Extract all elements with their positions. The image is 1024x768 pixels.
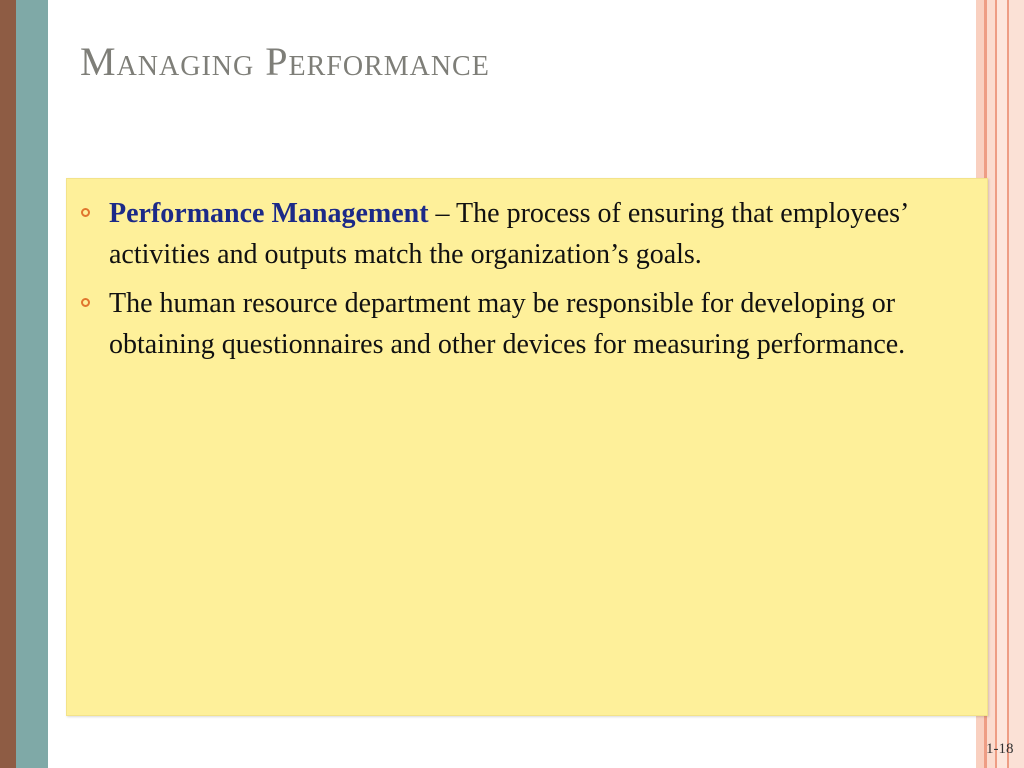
slide-title: Managing Performance	[80, 39, 490, 84]
bullet-circle-icon	[81, 298, 90, 307]
right-decorative-stripe	[1009, 0, 1024, 768]
bullet-item-hr-responsibility	[109, 283, 963, 365]
content-box	[66, 178, 988, 716]
slide-number: 1-18	[986, 741, 1014, 757]
left-decorative-stripe-brown	[0, 0, 16, 768]
right-decorative-stripe	[997, 0, 1007, 768]
definition-text: The process of ensuring that employees’ activities and outputs match the organization’s goals.	[109, 198, 908, 270]
bullet-item-performance-management	[109, 193, 963, 275]
bullet-text: The human resource department may be responsible for developing or obtaining questionnaires and other devices for measuring performance.	[109, 288, 906, 360]
definition-term: Performance Management	[109, 198, 429, 229]
definition-separator: –	[428, 198, 457, 229]
bullet-circle-icon	[81, 208, 90, 217]
right-decorative-stripe	[987, 0, 995, 768]
left-decorative-stripe-teal	[16, 0, 48, 768]
bullet-list	[67, 179, 987, 365]
